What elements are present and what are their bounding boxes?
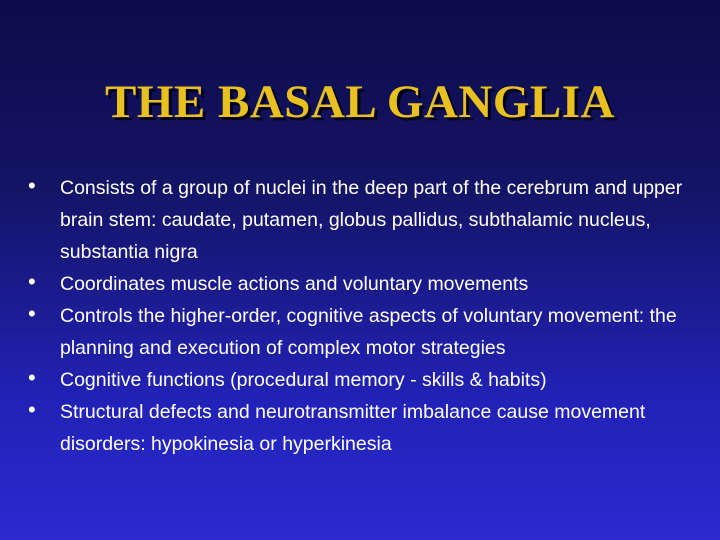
bullet-item	[28, 300, 698, 364]
bullet-text: Coordinates muscle actions and voluntary movements	[60, 273, 529, 295]
bullet-icon: •	[28, 301, 36, 326]
bullet-icon: •	[28, 365, 36, 390]
bullet-icon: •	[28, 269, 36, 294]
bullet-icon: •	[28, 397, 36, 422]
bullet-item	[28, 364, 698, 396]
bullet-text: Structural defects and neurotransmitter imbalance cause movement disorders: hypokinesia or hyperkinesia	[60, 401, 646, 455]
slide-title: THE BASAL GANGLIA	[105, 76, 615, 128]
bullet-item	[28, 268, 698, 300]
bullet-item	[28, 172, 698, 268]
bullet-text: Controls the higher-order, cognitive aspects of voluntary movement: the planning and execution of complex motor strategies	[60, 305, 677, 359]
bullet-item	[28, 396, 698, 460]
bullet-text: Consists of a group of nuclei in the deep part of the cerebrum and upper brain stem: caudate, putamen, globus pallidus, subthalamic nucleus, substantia nigra	[60, 177, 683, 263]
bullet-icon: •	[28, 173, 36, 198]
bullet-list	[28, 172, 698, 460]
bullet-text: Cognitive functions (procedural memory - skills & habits)	[60, 369, 547, 391]
